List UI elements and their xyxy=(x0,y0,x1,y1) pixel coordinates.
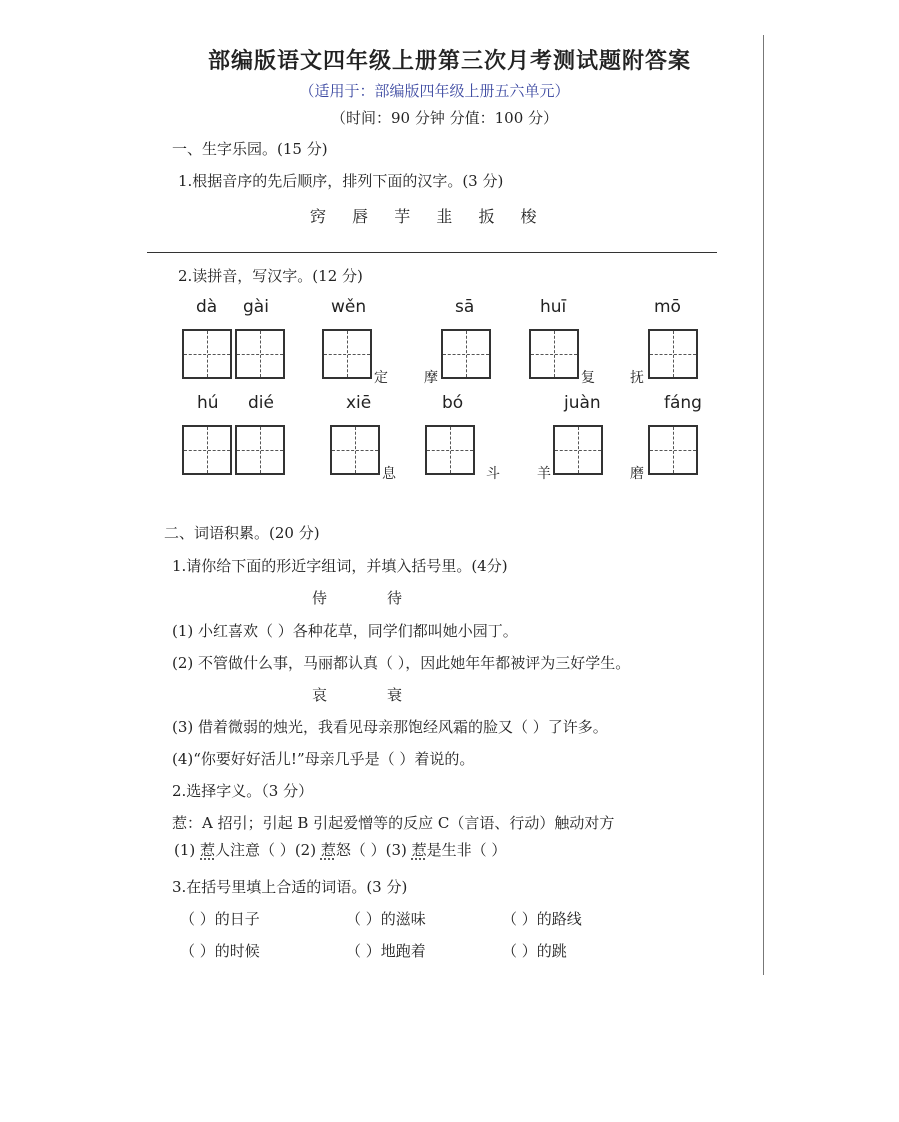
pinyin-label: fáng xyxy=(664,393,702,413)
question-1-1-prompt: 1.根据音序的先后顺序，排列下面的汉字。(3 分) xyxy=(178,172,504,190)
sentence-2: (2) 不管做什么事，马丽都认真（ ），因此她年年都被评为三好学生。 xyxy=(172,654,631,672)
section-2-heading: 二、词语积累。(20 分) xyxy=(164,524,320,542)
fill-blank-item: （ ）的日子 xyxy=(180,910,260,928)
writing-box[interactable] xyxy=(330,425,380,475)
pinyin-label: sā xyxy=(455,297,475,317)
item-prefix: (1) xyxy=(174,841,201,859)
meaning-items xyxy=(174,841,506,859)
character-suffix: 羊 xyxy=(537,466,551,482)
writing-box[interactable] xyxy=(235,425,285,475)
item-text: 是生非（ ） xyxy=(426,841,507,859)
page-subtitle: （适用于：部编版四年级上册五六单元） xyxy=(299,82,570,100)
writing-box[interactable] xyxy=(182,425,232,475)
writing-box[interactable] xyxy=(441,329,491,379)
writing-box[interactable] xyxy=(322,329,372,379)
character-suffix: 磨 xyxy=(630,466,644,482)
char-item: 韭 xyxy=(436,207,453,226)
pinyin-label: gài xyxy=(243,297,269,317)
dotted-char: 惹 xyxy=(320,841,336,859)
item-text: 怒（ ） xyxy=(335,841,386,859)
pinyin-label: hú xyxy=(197,393,219,413)
answer-line xyxy=(147,252,717,253)
pinyin-label: bó xyxy=(442,393,464,413)
item-text: 人注意（ ） xyxy=(215,841,295,859)
writing-box[interactable] xyxy=(529,329,579,379)
question-1-2-prompt: 2.读拼音，写汉字。(12 分) xyxy=(178,267,363,285)
writing-box[interactable] xyxy=(553,425,603,475)
fill-blank-item: （ ）的路线 xyxy=(502,910,582,928)
question-2-2-prompt: 2.选择字义。（3 分） xyxy=(172,782,314,800)
question-2-3-prompt: 3.在括号里填上合适的词语。(3 分) xyxy=(172,878,408,896)
fill-blank-item: （ ）的跳 xyxy=(502,942,567,960)
char-item: 扳 xyxy=(478,207,495,226)
character-suffix: 抚 xyxy=(630,370,644,386)
dotted-char: 惹 xyxy=(411,841,427,859)
pinyin-label: mō xyxy=(654,297,681,317)
similar-char: 衰 xyxy=(387,686,403,704)
similar-char: 侍 xyxy=(312,589,328,607)
character-suffix: 复 xyxy=(581,370,595,386)
writing-box[interactable] xyxy=(425,425,475,475)
fill-blank-item: （ ）地跑着 xyxy=(346,942,426,960)
pinyin-label: dà xyxy=(196,297,218,317)
char-item: 窍 xyxy=(310,207,327,226)
char-item: 芋 xyxy=(394,207,411,226)
dotted-char: 惹 xyxy=(200,841,216,859)
section-1-heading: 一、生字乐园。(15 分) xyxy=(172,140,328,158)
pinyin-label: xiē xyxy=(346,393,372,413)
time-score-info: （时间：90 分钟 分值：100 分） xyxy=(330,109,559,127)
fill-blank-item: （ ）的滋味 xyxy=(346,910,426,928)
page-border-line xyxy=(763,35,764,975)
similar-char: 哀 xyxy=(312,686,328,704)
writing-box[interactable] xyxy=(182,329,232,379)
page-title: 部编版语文四年级上册第三次月考测试题附答案 xyxy=(207,48,691,74)
character-suffix: 摩 xyxy=(424,370,438,386)
char-item: 唇 xyxy=(352,207,369,226)
writing-box[interactable] xyxy=(648,425,698,475)
pinyin-label: huī xyxy=(540,297,567,317)
item-prefix: (2) xyxy=(294,841,321,859)
sentence-4: (4)“你要好好活儿!”母亲几乎是（ ）着说的。 xyxy=(172,750,475,768)
fill-blank-item: （ ）的时候 xyxy=(180,942,260,960)
question-2-1-prompt: 1.请你给下面的形近字组词，并填入括号里。(4分) xyxy=(172,557,508,575)
sentence-1: (1) 小红喜欢（ ）各种花草，同学们都叫她小园丁。 xyxy=(172,622,518,640)
sentence-3: (3) 借着微弱的烛光，我看见母亲那饱经风霜的脸又（ ）了许多。 xyxy=(172,718,608,736)
pinyin-label: wěn xyxy=(331,297,367,317)
character-suffix: 息 xyxy=(382,466,396,482)
char-item: 梭 xyxy=(520,207,537,226)
writing-box[interactable] xyxy=(648,329,698,379)
item-prefix: (3) xyxy=(385,841,412,859)
definitions-line: 惹：A 招引；引起 B 引起爱憎等的反应 C（言语、行动）触动对方 xyxy=(172,814,615,832)
pinyin-label: dié xyxy=(248,393,274,413)
similar-char: 待 xyxy=(387,589,403,607)
character-list xyxy=(310,204,558,227)
character-suffix: 斗 xyxy=(486,466,500,482)
writing-box[interactable] xyxy=(235,329,285,379)
character-suffix: 定 xyxy=(374,370,388,386)
pinyin-label: juàn xyxy=(564,393,601,413)
